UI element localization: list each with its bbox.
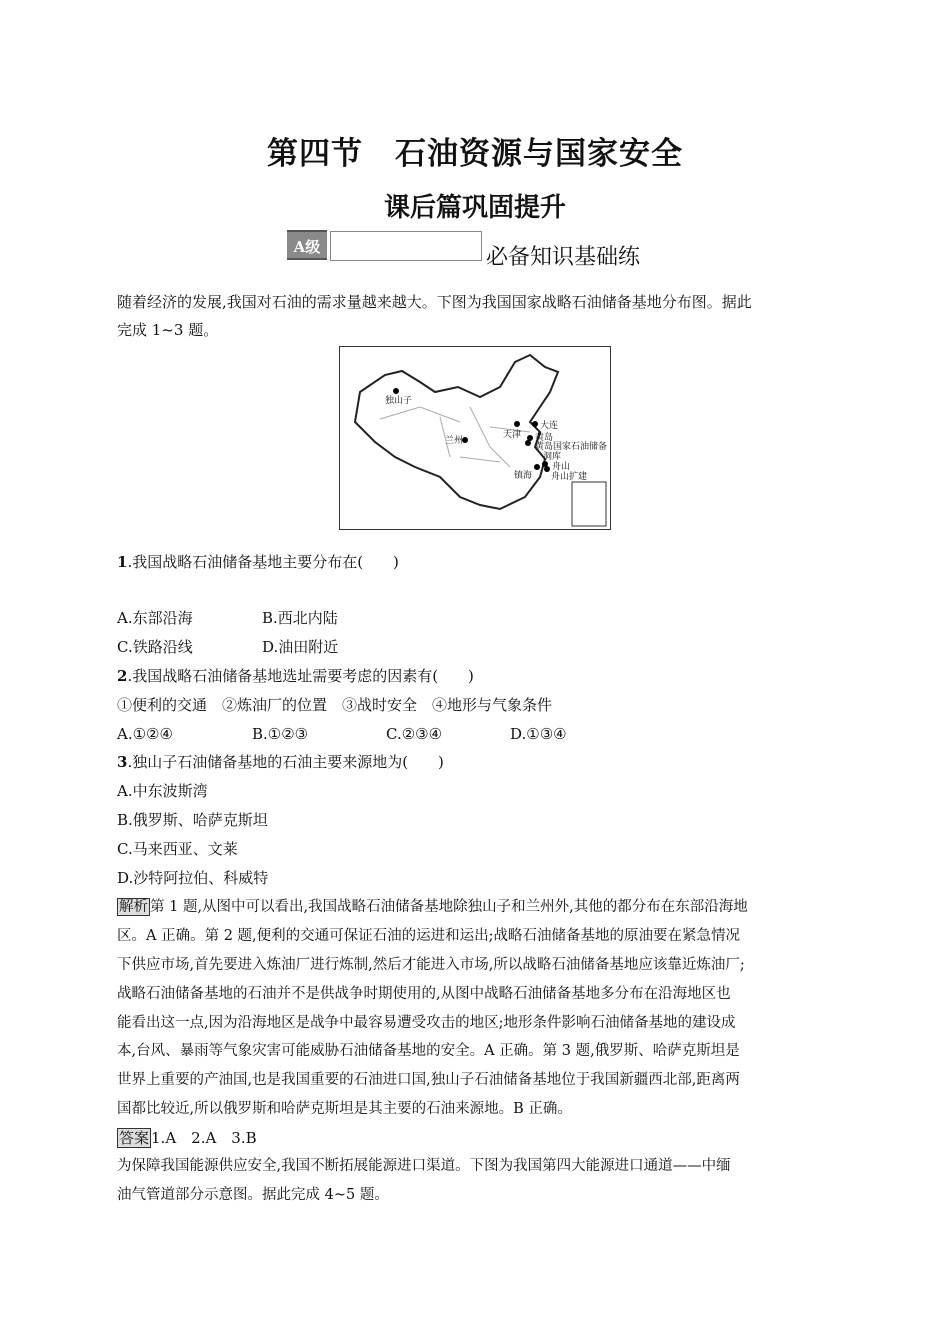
map-label: 黄岛国家石油储备 xyxy=(535,442,608,452)
map-label: 舟山 xyxy=(552,462,571,472)
intro-text: 油气管道部分示意图。据此完成 4~5 题。 xyxy=(117,1187,389,1203)
map-label: 黄岛 xyxy=(535,433,554,443)
intro-text: 为保障我国能源供应安全,我国不断拓展能源进口渠道。下图为我国第四大能源进口通道——中缅 xyxy=(117,1158,731,1174)
map-label: 洞库 xyxy=(543,452,562,462)
map-label: 天津 xyxy=(503,430,522,440)
level-title: 必备知识基础练 xyxy=(486,245,641,270)
option: D.油田附近 xyxy=(262,638,339,656)
analysis-line: 能看出这一点,因为沿海地区是战争中最容易遭受攻击的地区;地形条件影响石油储备基地的建设成 xyxy=(117,1015,736,1031)
option: B.西北内陆 xyxy=(262,609,338,627)
analysis-line: 本,台风、暴雨等气象灾害可能威胁石油储备基地的安全。A 正确。第 3 题,俄罗斯、哈萨克斯坦是 xyxy=(117,1043,740,1059)
map-label: 兰州 xyxy=(445,436,464,446)
option: B.①②③ xyxy=(252,725,309,743)
china-oil-reserve-map xyxy=(339,346,611,530)
analysis-line: 解析 第 1 题,从图中可以看出,我国战略石油储备基地除独山子和兰州外,其他的都分布在东部沿海地 xyxy=(119,899,748,915)
option: C.②③④ xyxy=(386,725,443,743)
analysis-line: 下供应市场,首先要进入炼油厂进行炼制,然后才能进入市场,所以战略石油储备基地应该靠近炼油厂; xyxy=(117,957,745,973)
analysis-line: 区。A 正确。第 2 题,便利的交通可保证石油的运进和运出;战略石油储备基地的原油要在紧急情况 xyxy=(117,928,741,944)
question-2: 2.我国战略石油储备基地选址需要考虑的因素有( ) xyxy=(117,667,474,685)
analysis-line: 战略石油储备基地的石油并不是供战争时期使用的,从图中战略石油储备基地多分布在沿海地区也 xyxy=(117,986,731,1002)
intro-text: 随着经济的发展,我国对石油的需求量越来越大。下图为我国国家战略石油储备基地分布图。据此 xyxy=(117,293,752,311)
answer-line: 答案 1.A 2.A 3.B xyxy=(119,1129,257,1147)
option: B.俄罗斯、哈萨克斯坦 xyxy=(117,811,268,829)
page-subtitle: 课后篇巩固提升 xyxy=(383,193,566,223)
level-box xyxy=(330,231,482,261)
analysis-line: 国都比较近,所以俄罗斯和哈萨克斯坦是其主要的石油来源地。B 正确。 xyxy=(117,1101,572,1117)
map-label: 大连 xyxy=(540,421,559,431)
map-label: 舟山扩建 xyxy=(551,472,588,482)
analysis-tag: 解析 xyxy=(119,899,148,915)
option: A.中东波斯湾 xyxy=(117,782,208,800)
option: C.铁路沿线 xyxy=(117,638,193,656)
option: C.马来西亚、文莱 xyxy=(117,840,238,858)
option: A.东部沿海 xyxy=(117,609,193,627)
question-3: 3.独山子石油储备基地的石油主要来源地为( ) xyxy=(117,753,444,771)
level-badge: A级 xyxy=(287,230,327,260)
option: A.①②④ xyxy=(117,725,173,743)
map-label: 镇海 xyxy=(514,471,533,481)
page-title: 第四节 石油资源与国家安全 xyxy=(267,136,683,172)
answer-tag: 答案 xyxy=(119,1129,150,1147)
option: D.①③④ xyxy=(510,725,567,743)
analysis-line: 世界上重要的产油国,也是我国重要的石油进口国,独山子石油储备基地位于我国新疆西北部,距离两 xyxy=(117,1072,740,1088)
intro-text: 完成 1~3 题。 xyxy=(117,321,219,339)
map-label: 独山子 xyxy=(385,396,413,406)
question-2-factors: ①便利的交通 ②炼油厂的位置 ③战时安全 ④地形与气象条件 xyxy=(117,696,553,714)
option: D.沙特阿拉伯、科威特 xyxy=(117,869,269,887)
question-1: 1.我国战略石油储备基地主要分布在( ) xyxy=(117,553,399,571)
